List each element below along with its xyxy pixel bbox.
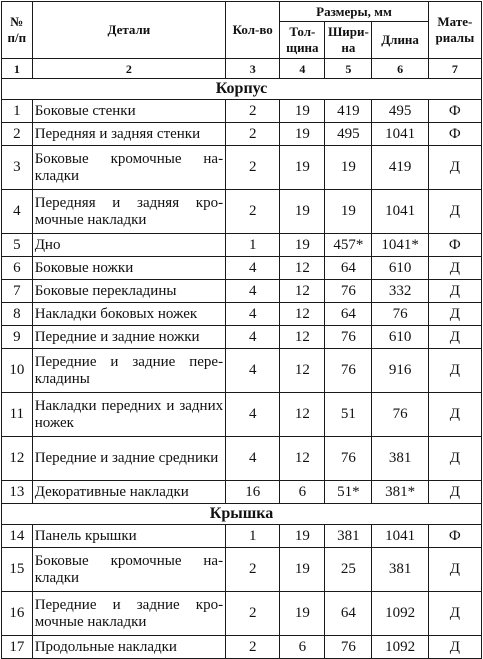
row-number: 7 — [2, 280, 33, 303]
row-number: 15 — [2, 548, 33, 592]
column-number: 5 — [325, 59, 372, 79]
header-details: Детали — [32, 2, 225, 59]
column-number: 7 — [428, 59, 481, 79]
row-number: 4 — [2, 190, 33, 234]
width: 457* — [325, 234, 372, 257]
parts-table — [1, 1, 482, 659]
thickness: 19 — [280, 190, 325, 234]
table-row — [2, 592, 482, 636]
table-row — [2, 280, 482, 303]
quantity: 2 — [226, 636, 280, 659]
length: 381* — [372, 481, 428, 504]
quantity: 1 — [226, 525, 280, 548]
table-row — [2, 326, 482, 349]
table-row — [2, 437, 482, 481]
material: Д — [428, 146, 481, 190]
row-number: 5 — [2, 234, 33, 257]
quantity: 2 — [226, 190, 280, 234]
header-num: № п/п — [2, 2, 33, 59]
quantity: 4 — [226, 349, 280, 393]
row-number: 16 — [2, 592, 33, 636]
width: 419 — [325, 100, 372, 123]
table-header — [2, 2, 482, 79]
width: 51* — [325, 481, 372, 504]
length: 381 — [372, 548, 428, 592]
thickness: 6 — [280, 481, 325, 504]
table-row — [2, 636, 482, 659]
length: 1041* — [372, 234, 428, 257]
thickness: 12 — [280, 257, 325, 280]
part-name: Передние и задние ножки — [32, 326, 225, 349]
part-name: Декоративные накладки — [32, 481, 225, 504]
header-qty: Кол-во — [226, 2, 280, 59]
part-name: Передние и задние перекладины — [32, 349, 225, 393]
quantity: 2 — [226, 592, 280, 636]
row-number: 14 — [2, 525, 33, 548]
part-name: Боковые стенки — [32, 100, 225, 123]
table-row — [2, 393, 482, 437]
part-name: Накладки передних и задних ножек — [32, 393, 225, 437]
thickness: 19 — [280, 548, 325, 592]
width: 64 — [325, 257, 372, 280]
thickness: 19 — [280, 592, 325, 636]
quantity: 4 — [226, 393, 280, 437]
part-name: Боковые перекладины — [32, 280, 225, 303]
section-title: Крышка — [2, 504, 482, 525]
thickness: 19 — [280, 234, 325, 257]
header-length: Длина — [372, 22, 428, 59]
column-number: 4 — [280, 59, 325, 79]
table-row — [2, 123, 482, 146]
table-row — [2, 190, 482, 234]
table-row — [2, 146, 482, 190]
length: 610 — [372, 257, 428, 280]
width: 76 — [325, 437, 372, 481]
material: Д — [428, 592, 481, 636]
table-row — [2, 481, 482, 504]
header-materials: Мате-риалы — [428, 2, 481, 59]
length: 610 — [372, 326, 428, 349]
table-row — [2, 100, 482, 123]
column-number: 3 — [226, 59, 280, 79]
thickness: 12 — [280, 437, 325, 481]
width: 25 — [325, 548, 372, 592]
width: 64 — [325, 592, 372, 636]
length: 1041 — [372, 525, 428, 548]
material: Д — [428, 636, 481, 659]
part-name: Панель крышки — [32, 525, 225, 548]
table-row — [2, 257, 482, 280]
table-row — [2, 303, 482, 326]
table-row — [2, 548, 482, 592]
length: 1092 — [372, 592, 428, 636]
column-number: 1 — [2, 59, 33, 79]
row-number: 6 — [2, 257, 33, 280]
width: 19 — [325, 146, 372, 190]
part-name: Боковые ножки — [32, 257, 225, 280]
row-number: 10 — [2, 349, 33, 393]
width: 76 — [325, 636, 372, 659]
material: Ф — [428, 525, 481, 548]
table-body — [2, 79, 482, 659]
part-name: Накладки боковых ножек — [32, 303, 225, 326]
quantity: 2 — [226, 146, 280, 190]
quantity: 2 — [226, 100, 280, 123]
material: Д — [428, 349, 481, 393]
quantity: 2 — [226, 548, 280, 592]
quantity: 16 — [226, 481, 280, 504]
part-name: Боковые кромочные накладки — [32, 146, 225, 190]
quantity: 4 — [226, 437, 280, 481]
header-thickness: Тол-щина — [280, 22, 325, 59]
quantity: 1 — [226, 234, 280, 257]
material: Д — [428, 280, 481, 303]
material: Ф — [428, 123, 481, 146]
length: 381 — [372, 437, 428, 481]
part-name: Передняя и задняя стенки — [32, 123, 225, 146]
table-row — [2, 234, 482, 257]
width: 495 — [325, 123, 372, 146]
quantity: 4 — [226, 280, 280, 303]
row-number: 12 — [2, 437, 33, 481]
material: Д — [428, 303, 481, 326]
length: 495 — [372, 100, 428, 123]
length: 332 — [372, 280, 428, 303]
header-width: Шири-на — [325, 22, 372, 59]
thickness: 19 — [280, 525, 325, 548]
row-number: 17 — [2, 636, 33, 659]
thickness: 12 — [280, 326, 325, 349]
quantity: 4 — [226, 326, 280, 349]
part-name: Передние и задние кромочные накладки — [32, 592, 225, 636]
thickness: 19 — [280, 146, 325, 190]
width: 19 — [325, 190, 372, 234]
width: 76 — [325, 280, 372, 303]
section-header-row — [2, 79, 482, 100]
thickness: 12 — [280, 280, 325, 303]
length: 1041 — [372, 123, 428, 146]
material: Д — [428, 393, 481, 437]
material: Д — [428, 481, 481, 504]
quantity: 2 — [226, 123, 280, 146]
row-number: 11 — [2, 393, 33, 437]
width: 381 — [325, 525, 372, 548]
material: Д — [428, 437, 481, 481]
thickness: 6 — [280, 636, 325, 659]
section-header-row — [2, 504, 482, 525]
quantity: 4 — [226, 257, 280, 280]
material: Д — [428, 548, 481, 592]
thickness: 12 — [280, 303, 325, 326]
row-number: 9 — [2, 326, 33, 349]
thickness: 19 — [280, 100, 325, 123]
column-number: 2 — [32, 59, 225, 79]
material: Д — [428, 190, 481, 234]
column-number-row — [2, 59, 482, 79]
length: 916 — [372, 349, 428, 393]
part-name: Передние и задние средники — [32, 437, 225, 481]
row-number: 1 — [2, 100, 33, 123]
thickness: 12 — [280, 349, 325, 393]
row-number: 13 — [2, 481, 33, 504]
table-row — [2, 525, 482, 548]
column-number: 6 — [372, 59, 428, 79]
length: 419 — [372, 146, 428, 190]
header-sizes: Размеры, мм — [280, 2, 428, 22]
length: 1092 — [372, 636, 428, 659]
row-number: 3 — [2, 146, 33, 190]
material: Д — [428, 257, 481, 280]
length: 1041 — [372, 190, 428, 234]
length: 76 — [372, 303, 428, 326]
width: 51 — [325, 393, 372, 437]
row-number: 8 — [2, 303, 33, 326]
section-title: Корпус — [2, 79, 482, 100]
thickness: 19 — [280, 123, 325, 146]
row-number: 2 — [2, 123, 33, 146]
material: Д — [428, 326, 481, 349]
quantity: 4 — [226, 303, 280, 326]
part-name: Дно — [32, 234, 225, 257]
material: Ф — [428, 234, 481, 257]
thickness: 12 — [280, 393, 325, 437]
length: 76 — [372, 393, 428, 437]
width: 76 — [325, 349, 372, 393]
material: Ф — [428, 100, 481, 123]
part-name: Передняя и задняя кромочные накладки — [32, 190, 225, 234]
part-name: Боковые кромочные накладки — [32, 548, 225, 592]
table-row — [2, 349, 482, 393]
part-name: Продольные накладки — [32, 636, 225, 659]
width: 64 — [325, 303, 372, 326]
width: 76 — [325, 326, 372, 349]
